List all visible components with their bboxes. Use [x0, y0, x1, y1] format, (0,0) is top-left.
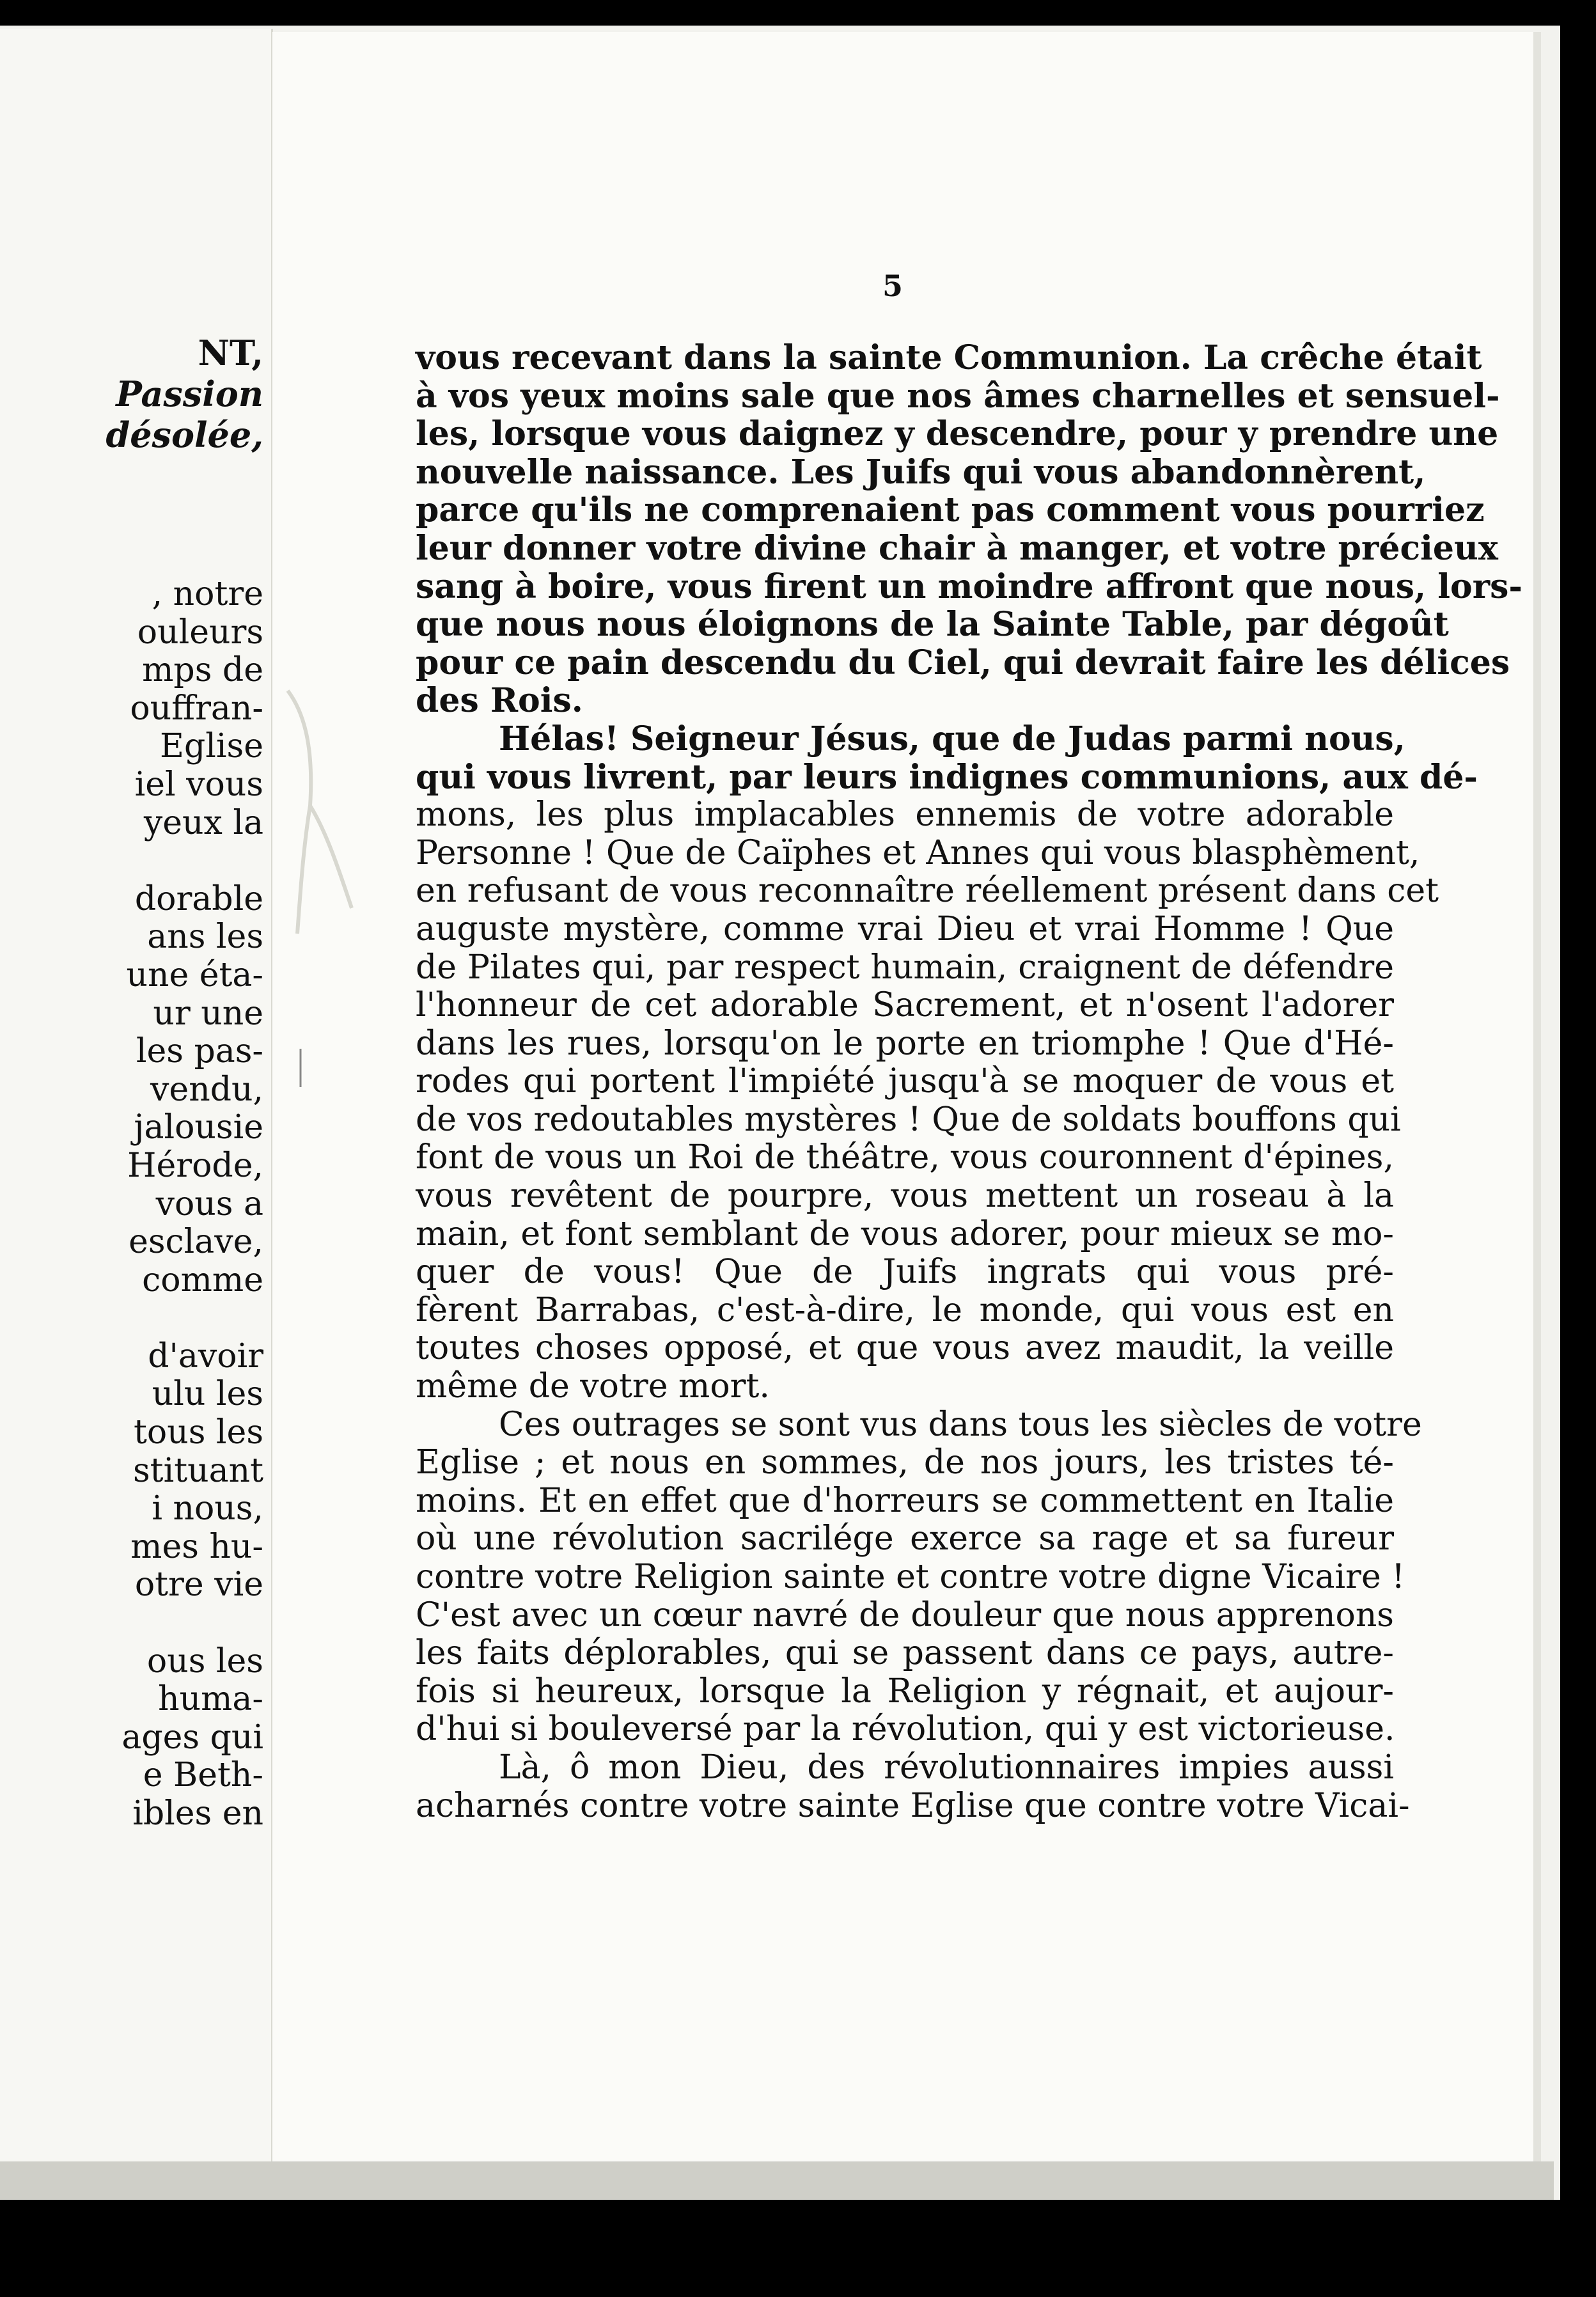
left-text-line: ulu les: [152, 1375, 263, 1414]
text-line: toutes choses opposé, et que vous avez maudit, la veille: [416, 1329, 1394, 1368]
left-text-line: les pas-: [136, 1032, 263, 1071]
left-heading-line: NT,: [198, 333, 263, 373]
text-line: Personne ! Que de Caïphes et Annes qui vous blasphèment,: [416, 833, 1420, 872]
text-line: fèrent Barrabas, c'est-à-dire, le monde, qui vous est en: [416, 1290, 1394, 1329]
left-text-line: esclave,: [129, 1223, 263, 1262]
text-line: rodes qui portent l'impiété jusqu'à se moquer de vous et: [416, 1062, 1394, 1101]
text-line: Eglise ; et nous en sommes, de nos jours, les tristes té-: [416, 1443, 1394, 1482]
text-line: font de vous un Roi de théâtre, vous couronnent d'épines,: [416, 1138, 1394, 1177]
left-text-line: stituant: [133, 1451, 263, 1490]
left-text-line: ages qui: [121, 1718, 263, 1757]
left-text-line: i nous,: [152, 1489, 263, 1528]
text-line: main, et font semblant de vous adorer, pour mieux se mo-: [416, 1214, 1394, 1253]
text-line: que nous nous éloignons de la Sainte Table, par dégoût: [416, 605, 1449, 645]
left-text-line: iel vous: [134, 765, 263, 804]
text-line: des Rois.: [416, 681, 583, 721]
text-line: qui vous livrent, par leurs indignes communions, aux dé-: [416, 757, 1478, 797]
text-line: pour ce pain descendu du Ciel, qui devrait faire les délices: [416, 643, 1510, 682]
left-text-line: ouffran-: [130, 689, 263, 728]
page-number: 5: [882, 269, 904, 303]
left-text-line: d'avoir: [148, 1337, 263, 1376]
text-line: de vos redoutables mystères ! Que de soldats bouffons qui: [416, 1100, 1401, 1139]
text-line: acharnés contre votre sainte Eglise que contre votre Vicai-: [416, 1786, 1410, 1825]
left-text-line: , notre: [152, 575, 263, 613]
left-text-line: mps de: [142, 651, 263, 690]
left-text-line: ibles en: [132, 1794, 263, 1833]
ribbon-marker-icon: [281, 678, 358, 1253]
scan-bottom-edge: [0, 2161, 1554, 2200]
text-line: auguste mystère, comme vrai Dieu et vrai Homme ! Que: [416, 909, 1394, 948]
text-line: de Pilates qui, par respect humain, craignent de défendre: [416, 948, 1394, 987]
left-text-line: comme: [142, 1260, 263, 1299]
text-line: C'est avec un cœur navré de douleur que nous apprenons: [416, 1595, 1394, 1635]
left-text-line: [0, 842, 275, 881]
text-line: contre votre Religion sainte et contre votre digne Vicaire !: [416, 1558, 1405, 1596]
left-text-line: jalousie: [134, 1108, 263, 1147]
text-line: leur donner votre divine chair à manger, et votre précieux: [416, 528, 1498, 568]
left-heading-line: Passion: [116, 373, 263, 414]
text-line: moins. Et en effet que d'horreurs se commettent en Italie: [416, 1481, 1394, 1520]
text-line: Ces outrages se sont vus dans tous les siècles de votre: [499, 1405, 1422, 1444]
text-line: les faits déplorables, qui se passent dans ce pays, autre-: [416, 1634, 1394, 1673]
left-text-line: vendu,: [150, 1070, 263, 1109]
left-text-line: ous les: [146, 1642, 263, 1681]
left-page-text: [0, 576, 275, 1833]
main-text-column: [416, 338, 1522, 1825]
left-text-line: ouleurs: [137, 613, 263, 652]
text-line: parce qu'ils ne comprenaient pas comment vous pourriez: [416, 490, 1485, 530]
text-line: nouvelle naissance. Les Juifs qui vous abandonnèrent,: [416, 452, 1426, 492]
text-line: dans les rues, lorsqu'on le porte en triomphe ! Que d'Hé-: [416, 1024, 1394, 1063]
left-text-line: e Beth-: [143, 1756, 263, 1795]
text-line: Là, ô mon Dieu, des révolutionnaires impies aussi: [499, 1748, 1394, 1787]
text-line: quer de vous! Que de Juifs ingrats qui vous pré-: [416, 1253, 1394, 1292]
text-line: Hélas! Seigneur Jésus, que de Judas parmi nous,: [499, 719, 1405, 758]
left-text-line: Eglise: [160, 727, 263, 766]
left-text-line: ur une: [153, 994, 263, 1033]
left-text-line: huma-: [158, 1680, 263, 1719]
text-line: fois si heureux, lorsque la Religion y régnait, et aujour-: [416, 1672, 1394, 1711]
left-text-line: une éta-: [126, 955, 263, 994]
left-page-heading: [0, 333, 275, 455]
text-line: en refusant de vous reconnaître réellement présent dans cet: [416, 872, 1439, 911]
text-line: d'hui si bouleversé par la révolution, qui y est victorieuse.: [416, 1710, 1395, 1749]
left-text-line: ans les: [147, 918, 263, 957]
left-text-line: yeux la: [143, 803, 263, 842]
text-line: à vos yeux moins sale que nos âmes charnelles et sensuel-: [416, 376, 1500, 416]
text-line: sang à boire, vous firent un moindre affront que nous, lors-: [416, 567, 1522, 606]
left-text-line: [0, 1604, 275, 1643]
text-line: les, lorsque vous daignez y descendre, pour y prendre une: [416, 414, 1499, 454]
text-line: où une révolution sacrilége exerce sa rage et sa fureur: [416, 1519, 1394, 1558]
text-line: vous revêtent de pourpre, vous mettent un roseau à la: [416, 1177, 1394, 1216]
text-line: l'honneur de cet adorable Sacrement, et n'osent l'adorer: [416, 986, 1394, 1025]
left-text-line: Hérode,: [127, 1146, 263, 1185]
left-text-line: otre vie: [134, 1565, 263, 1604]
left-heading-line: désolée,: [106, 414, 263, 455]
text-line: même de votre mort.: [416, 1367, 770, 1406]
text-line: mons, les plus implacables ennemis de votre adorable: [416, 796, 1394, 835]
text-line: vous recevant dans la sainte Communion. La crêche était: [416, 338, 1482, 377]
left-text-line: vous a: [155, 1184, 263, 1223]
left-text-line: dorable: [134, 879, 263, 918]
left-text-line: mes hu-: [130, 1527, 263, 1566]
left-text-line: [0, 1299, 275, 1338]
left-text-line: tous les: [134, 1413, 263, 1452]
